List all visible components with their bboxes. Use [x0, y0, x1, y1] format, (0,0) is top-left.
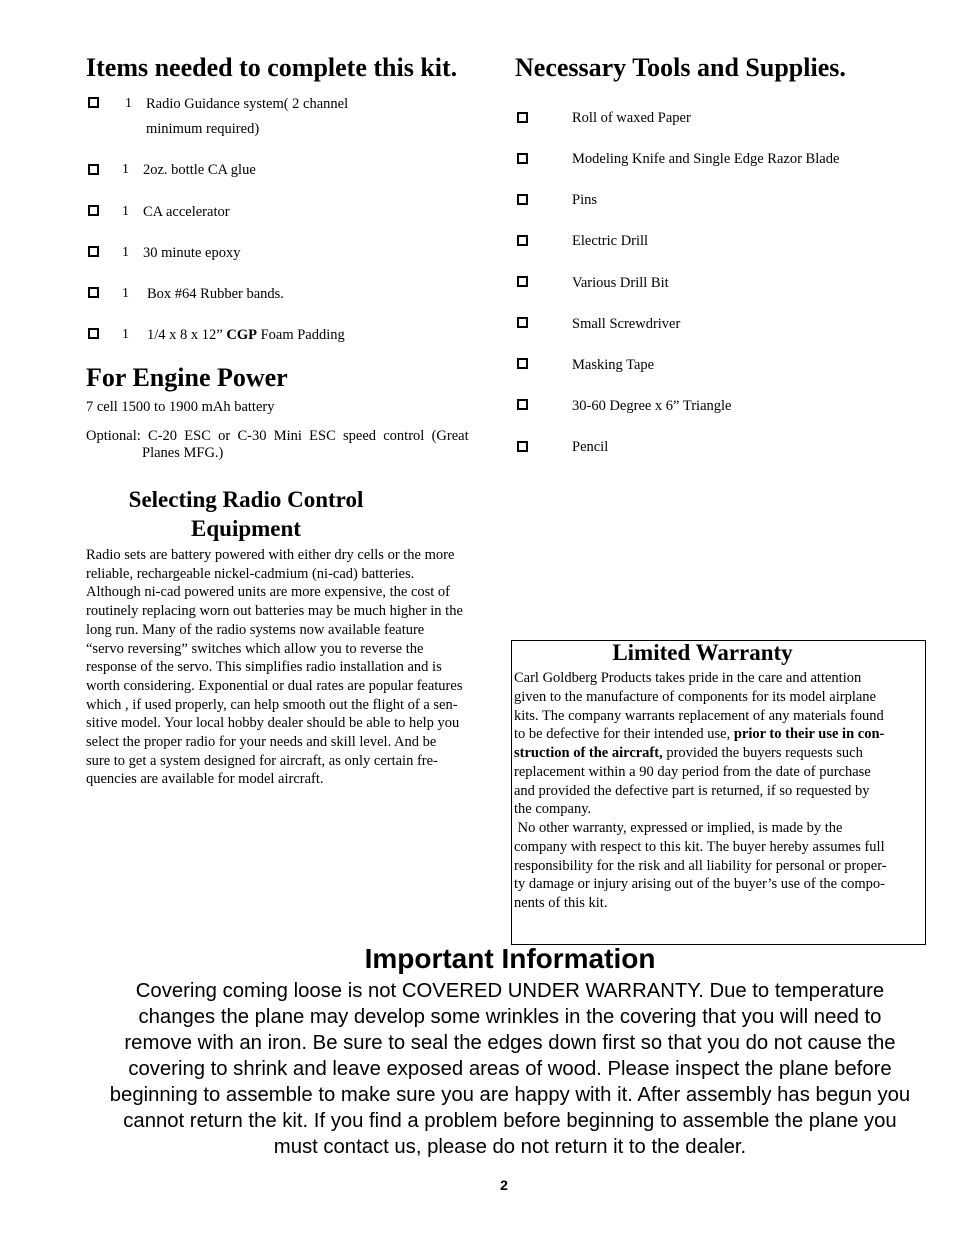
tools-heading: Necessary Tools and Supplies.	[515, 53, 846, 82]
warranty-box	[511, 640, 926, 945]
item-label: Box #64 Rubber bands.	[147, 286, 284, 302]
important-body: Covering coming loose is not COVERED UNDER WARRANTY. Due to temperature changes the plane may develop some wrinkles in the covering that you will need to remove with an iron. Be sure to seal the edges down first so that you do not cause the covering to shrink and leave exposed areas of wood. Please inspect the plane before beginning to assemble to make sure you are happy with it. After assembly has begun you cannot return the kit. If you find a problem before beginning to assemble the plane you must contact us, please do not return it to the dealer.	[109, 980, 911, 1158]
warranty-heading: Limited Warranty	[612, 640, 793, 665]
battery-line: 7 cell 1500 to 1900 mAh battery	[86, 399, 275, 415]
checkbox[interactable]	[517, 194, 528, 205]
tool-label: Modeling Knife and Single Edge Razor Blade	[572, 151, 840, 167]
engine-heading: For Engine Power	[86, 363, 288, 392]
checkbox[interactable]	[88, 287, 99, 298]
item-qty: 1	[122, 162, 129, 177]
checkbox[interactable]	[517, 276, 528, 287]
tool-label: Pencil	[572, 439, 609, 455]
item-qty: 1	[125, 96, 132, 111]
checkbox[interactable]	[517, 441, 528, 452]
item-label: 2oz. bottle CA glue	[143, 162, 256, 178]
item-label: 1/4 x 8 x 12” CGP Foam Padding	[147, 327, 345, 343]
checkbox[interactable]	[88, 164, 99, 175]
item-qty: 1	[122, 327, 129, 342]
tool-label: Pins	[572, 192, 597, 208]
tool-label: Masking Tape	[572, 357, 655, 373]
checkbox[interactable]	[88, 205, 99, 216]
checkbox[interactable]	[517, 112, 528, 123]
item-label: CA accelerator	[143, 204, 230, 220]
item-label: 30 minute epoxy	[143, 245, 241, 261]
item-label: Radio Guidance system( 2 channel	[146, 96, 349, 112]
checkbox[interactable]	[517, 153, 528, 164]
page-number: 2	[500, 1177, 508, 1193]
checkbox[interactable]	[517, 235, 528, 246]
checkbox[interactable]	[88, 246, 99, 257]
tool-label: Roll of waxed Paper	[572, 110, 691, 126]
item-qty: 1	[122, 286, 129, 301]
radio-body: Radio sets are battery powered with either dry cells or the more reliable, rechargeable nickel-cadmium (ni-cad) batteries. Although ni-cad powered units are more expensive, the cost of routinely replacing worn out batteries may be much higher in the long run. Many of the radio systems now available feature “servo reversing” switches which allow you to reverse the response of the servo. This simplifies radio installation and is worth considering. Exponential or dual rates are popular features which , if used properly, can help smooth out the flight of a sen- sitive model. Your local hobby dealer should be able to help you select the proper radio for your needs and skill level. And be sure to get a system designed for aircraft, as only certain fre- quencies are available for model aircraft.	[86, 547, 463, 788]
checkbox[interactable]	[517, 317, 528, 328]
radio-heading: Selecting Radio Control Equipment	[128, 487, 364, 541]
checkbox[interactable]	[517, 358, 528, 369]
checkbox[interactable]	[88, 328, 99, 339]
optional-line-continued: Planes MFG.)	[142, 445, 224, 461]
item-label-continued: minimum required)	[146, 121, 260, 137]
tool-label: Small Screwdriver	[572, 316, 681, 332]
tool-label: Various Drill Bit	[572, 275, 669, 291]
checkbox[interactable]	[88, 97, 99, 108]
tool-label: Electric Drill	[572, 233, 649, 249]
warranty-text: Carl Goldberg Products takes pride in the care and attention given to the manufacture of components for its model airplane kits. The company warrants replacement of any materials found to be defective for their intended use, prior to their use in con- struction of the aircraft, provided the buyers requests such replacement within a 90 day period from the date of purchase and provided the defective part is returned, if so requested by the company. No other warranty, expressed or implied, is made by the company with respect to this kit. The buyer hereby assumes full responsibility for the risk and all liability for personal or proper- ty damage or injury arising out of the buyer’s use of the compo- nents of this kit.	[514, 670, 887, 911]
tool-label: 30-60 Degree x 6” Triangle	[572, 398, 732, 414]
checkbox[interactable]	[517, 399, 528, 410]
optional-line: Optional: C-20 ESC or C-30 Mini ESC speed control (Great	[86, 428, 469, 444]
brand-cgp: CGP	[226, 327, 257, 343]
important-heading: Important Information	[364, 943, 656, 974]
items-heading: Items needed to complete this kit.	[86, 53, 458, 82]
item-qty: 1	[122, 204, 129, 219]
item-qty: 1	[122, 245, 129, 260]
